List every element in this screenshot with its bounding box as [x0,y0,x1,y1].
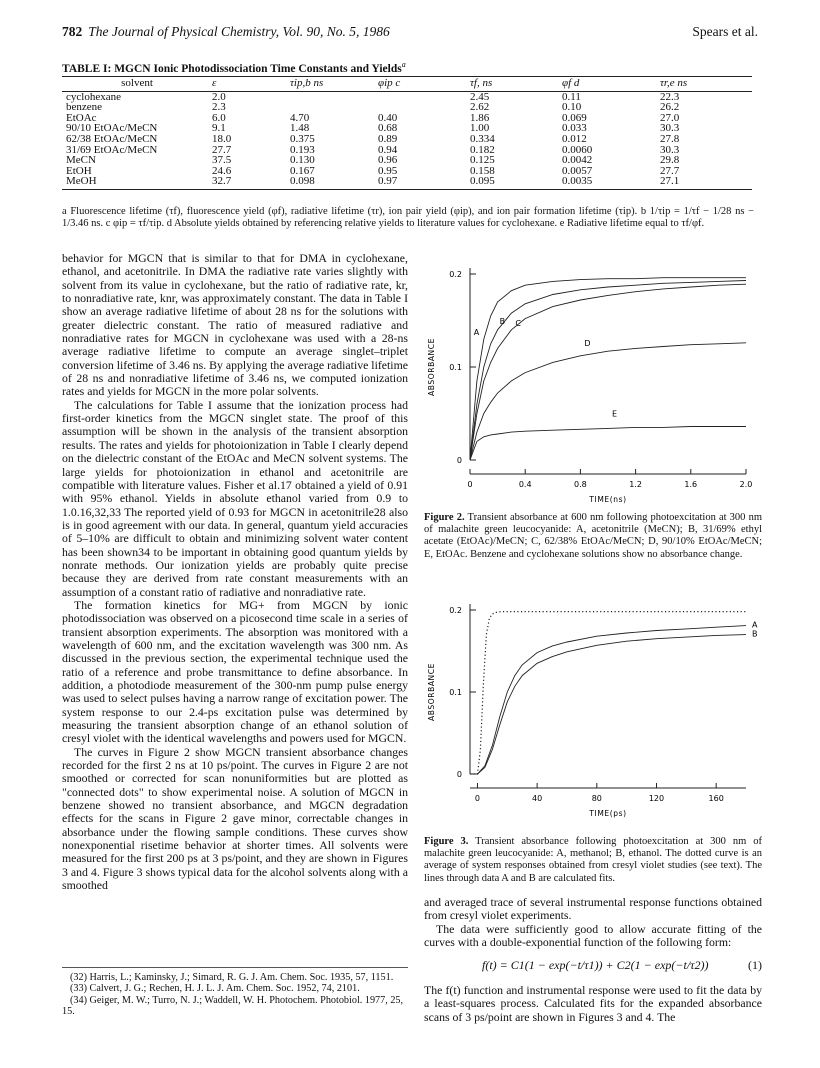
x-axis-label: TIME(ns) [589,495,627,504]
x-axis-label: TIME(ps) [589,809,627,818]
figure-2-caption: Figure 2. Transient absorbance at 600 nm following photoexcitation at 300 nm of malachite green leucocyanide: A, acetonitrile (MeCN); B, 31/69% ethyl acetate (EtOAc)/MeCN; C, 62/38% EtOAc/MeCN; D, 90/10% EtOAc/MeCN; E, EtOAc. Benzene and cyclohexane solutions show no absorbance change. [424,512,762,560]
table-cell: 9.1 [212,122,226,135]
equation-text: f(t) = C1(1 − exp(−t/τ1)) + C2(1 − exp(−t/τ2)) [482,958,709,972]
table-row [62,166,752,177]
reference-32: (32) Harris, L.; Kaminsky, J.; Simard, R. G. J. Am. Chem. Soc. 1935, 57, 1151. [70,972,394,983]
figure-3-caption: Figure 3. Transient absorbance following photoexcitation at 300 nm of malachite green leucocyanide: A, methanol; B, ethanol. The dotted curve is an average of system responses obtained from cresyl violet studies (see text). The lines through data A and B are calculated fits. [424,836,762,884]
x-tick-label: 40 [532,794,543,803]
table-caption: TABLE I: MGCN Ionic Photodissociation Time Constants and Yields$^a$ [62,60,406,75]
series-label: A [473,328,480,338]
table-cell [378,91,470,102]
table-1 [62,76,752,190]
table-cell: 0.167 [290,164,315,177]
table-cell: EtOH [66,164,92,177]
table-row [62,123,752,134]
y-tick-label: 0.2 [449,270,462,279]
table-cell: 62/38 EtOAc/MeCN [66,132,158,145]
table-cell [290,91,378,102]
paragraph: The formation kinetics for MG+ from MGCN by ionic photodissociation was observed on a picosecond time scale in a series of transient absorption experiments. The absorption was monitored with a wavelength of 600 nm, and the excitation wavelength was 300 nm. As discussed in the previous section, the experimental technique used the ratio of a reference and probe transmittance to define absorbance. In addition, a photodiode measurement of the 300-nm pump pulse energy was used to select pulses having a narrow range of excitation power. The system response to our 2.4-ps excitation pulse was determined by measuring the transient absorption change of an ethanol solution of cresyl violet with the identical wavelengths and powers used for MGCN. [62,597,408,746]
y-tick-label: 0 [456,770,462,779]
table-cell: 0.94 [378,143,398,156]
table-cell: 0.069 [562,111,587,124]
table-row [62,102,752,113]
table-header-cell: solvent [62,77,212,92]
reference-33: (33) Calvert, J. G.; Rechen, H. J. L. J. Am. Chem. Soc. 1952, 74, 2101. [70,983,360,995]
table-cell: 0.0042 [562,154,593,167]
table-cell: cyclohexane [66,90,121,103]
y-axis-label: ABSORBANCE [427,663,436,721]
table-cell: 1.00 [470,122,490,135]
table-cell: 2.45 [470,90,490,103]
series-line [470,635,746,774]
table-row [62,134,752,145]
table-cell: 0.10 [562,101,582,114]
x-tick-label: 0 [474,794,481,803]
table-cell: 31/69 EtOAc/MeCN [66,143,158,156]
paragraph: The f(t) function and instrumental response were used to fit the data by a least-squares process. Calculated fits for the expanded absorbance scans of 3 ps/point are shown in Figures 3 and 4. The [424,983,762,1024]
x-tick-label: 1.2 [629,480,642,489]
x-tick-label: 80 [591,794,602,803]
table-cell: 0.68 [378,122,398,135]
series-line [470,343,746,460]
x-tick-label: 0.8 [574,480,587,489]
table-cell: 18.0 [212,132,232,145]
table-cell: 0.334 [470,132,495,145]
table-header-cell: φip c [378,77,470,92]
table-cell: 30.3 [660,122,680,135]
page-number: 782 [62,24,83,39]
table-cell: 26.2 [660,101,680,114]
x-tick-label: 1.6 [684,480,698,489]
table-cell: 6.0 [212,111,226,124]
left-column-text [62,252,408,893]
table-cell: 0.130 [290,154,315,167]
table-cell: 32.7 [212,176,290,189]
paragraph: and averaged trace of several instrumental response functions obtained from cresyl violet experiments. [424,895,762,923]
table-cell: 1.48 [290,122,310,135]
equation-1 [424,958,762,973]
table-cell: 27.7 [212,143,232,156]
series-label: A [752,620,758,630]
paragraph: The curves in Figure 2 show MGCN transient absorbance changes recorded for the first 2 ns at 10 ps/point. The curves in Figure 2 are not smoothed or corrected for scan nonuniformities but are plotted as "connected dots" to show experimental noise. A solution of MGCN in benzene showed no transient absorbance, and MGCN degradation effects for the scans in Figure 2 gave minor, correctable changes in absorbance under the flowing sample conditions. These curves show nonexponential risetime behavior at shorter times. All solvents were measured for the first 200 ps at 3 ps/point, and they are shown in Figures 3 and 4. Figure 3 shows typical data for the alcohol solvents along with a smoothed [62,744,408,893]
y-tick-label: 0.1 [449,688,462,697]
figure-3 [420,588,764,832]
authors: Spears et al. [692,24,758,39]
table-header-cell: φf d [562,77,660,92]
table-cell: 0.95 [378,164,398,177]
table-header-row [62,77,752,92]
table-cell: 2.62 [470,101,490,114]
table-cell: 0.125 [470,154,495,167]
right-column-text [424,896,762,949]
series-line [470,278,746,460]
table-cell: MeCN [66,154,96,167]
table-caption-mark: a [401,60,406,69]
series-label: C [515,318,521,328]
table-header-cell: τip,b ns [290,77,378,92]
x-tick-label: 120 [648,794,665,803]
x-tick-label: 0.4 [518,480,532,489]
series-line [470,427,746,461]
equation-number: (1) [748,958,762,972]
references [62,967,408,1018]
table-cell: 0.033 [562,122,587,135]
table-cell: 0.0060 [562,143,593,156]
table-cell: 27.1 [660,176,752,189]
figure-2-chart [420,252,764,510]
table-cell: 27.0 [660,111,680,124]
table-cell: 90/10 EtOAc/MeCN [66,122,158,135]
table-cell: 2.3 [212,101,226,114]
y-tick-label: 0.1 [449,363,462,372]
table-cell: 0.89 [378,132,398,145]
table-cell: 0.012 [562,132,587,145]
series-line [470,281,746,461]
series-label: D [584,338,591,348]
table-cell: MeOH [62,176,212,189]
y-axis-label: ABSORBANCE [427,338,436,396]
table-cell: 27.7 [660,164,680,177]
table-footnote: a Fluorescence lifetime (τf), fluorescence yield (φf), radiative lifetime (τr), ion pair yield (φip), and ion pair formation lifetime (τip). b 1/τip = 1/τf − 1/28 ns − 1/3.46 ns. c φip = τf/τip. d Absolute yields obtained by referencing relative yields to literature values for cyclohexane. e Radiative lifetime equal to τf/φf. [62,206,754,229]
reference-34: (34) Geiger, M. W.; Turro, N. J.; Waddell, W. H. Photochem. Photobiol. 1977, 25, 15. [62,994,404,1018]
paragraph: The data were sufficiently good to allow accurate fitting of the curves with a double-exponential function of the following form: [424,921,762,950]
paragraph: The calculations for Table I assume that the ionization process had first-order kinetics from the MGCN singlet state. The proof of this assumption will be shown in the analysis of the transient absorption results. The rates and yields for photoionization in Table I clearly depend on the dielectric constant of the EtOAc and MeCN solvent systems. The large yields for photoionization in ethanol and acetonitrile are compatible with literature values. Fisher et al.17 obtained a yield of 0.91 with 95% ethanol. Yields in absolute ethanol varied from 0.9 to 1.0.16,32,33 The reported yield of 0.93 for MGCN in acetonitrile28 also is in good agreement with our data. In general, quantum yield accuracies of 5–10% are difficult to obtain and minimizing solvent water content has been shown34 to be important in obtaining good quantum yields by nonrate methods. Our ionization yields are probably quite precise because they are derived from rate constant measurements with an assumption of a constant ratio of radiative and nonradiative rate. [62,397,408,599]
table-cell: 29.8 [660,154,680,167]
table-row [62,176,752,189]
series-line [470,284,746,460]
table-cell: 24.6 [212,164,232,177]
table-header-cell: τf, ns [470,77,562,92]
table-cell: 0.40 [378,111,398,124]
table-cell: 0.095 [470,176,562,189]
series-label: B [752,629,758,639]
table-cell: 27.8 [660,132,680,145]
table-cell: 0.158 [470,164,495,177]
table-cell: 0.375 [290,132,315,145]
table-cell: 1.86 [470,111,490,124]
table-cell: 0.97 [378,176,470,189]
table-cell: 0.0035 [562,176,660,189]
paragraph: behavior for MGCN that is similar to that for DMA in cyclohexane, ethanol, and acetonitrile. In DMA the radiative rate varies slightly with solvent from its value in cyclohexane, but the ratio of radiative rate, kr, to nonradiative rate, knr, was approximately constant. The data in Table I show an average radiative lifetime of about 28 ns for the solutions with greater dielectric constant. The ratio of measured radiative and nonradiative rates for MGCN in cyclohexane was used with a 28-ns average radiative lifetime to compute an average singlet–triplet conversion lifetime of 3.46 ns. By applying the average radiative lifetime of 28 ns and nonradiative lifetime of 3.46 ns, we computed ionization rates and yields for MGCN in the more polar solvents. [62,251,408,399]
table-cell: EtOAc [66,111,97,124]
x-tick-label: 160 [708,794,724,803]
table-cell: 4.70 [290,111,310,124]
table-cell: 0.182 [470,143,495,156]
table-cell: 22.3 [660,90,680,103]
table-cell: 0.193 [290,143,315,156]
table-row [62,91,752,102]
y-tick-label: 0 [456,456,462,465]
figure-3-chart [420,588,764,832]
table-cell: 0.098 [290,176,378,189]
table-row [62,113,752,124]
table-header-cell: ε [212,77,290,92]
right-column-text-after-equation [424,984,762,1024]
table-cell: 30.3 [660,143,680,156]
running-header [62,24,758,46]
table-body [62,91,752,189]
table-cell: 0.11 [562,90,581,103]
table-cell: benzene [66,101,103,114]
series-label: E [612,409,618,419]
x-tick-label: 2.0 [739,480,753,489]
table-cell: 2.0 [212,90,226,103]
table-row [62,155,752,166]
series-line [470,626,746,774]
series-label: B [499,316,506,326]
journal-name: The Journal of Physical Chemistry, Vol. 90, No. 5, 1986 [88,24,390,39]
x-tick-label: 0 [467,480,473,489]
journal-line [62,24,390,40]
table-cell: 0.96 [378,154,398,167]
table-cell: 37.5 [212,154,232,167]
table-header-cell: τr,e ns [660,77,752,92]
figure-2 [420,252,764,510]
y-tick-label: 0.2 [449,606,462,615]
table-row [62,145,752,156]
table-cell: 0.0057 [562,164,593,177]
